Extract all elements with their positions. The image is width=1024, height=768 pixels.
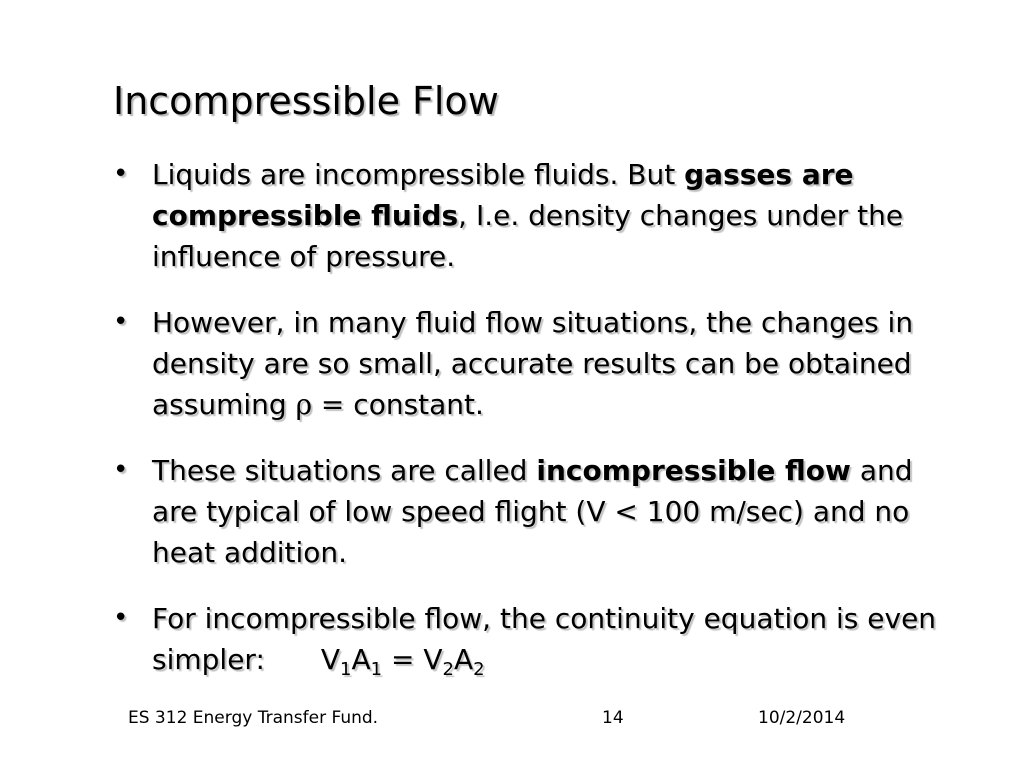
bullet-item (112, 302, 942, 425)
bullet-text: However, in many fluid flow situations, the changes in density are so small, accurate results can be obtained assuming (152, 306, 914, 421)
bullet-text: = constant. (312, 388, 484, 421)
continuity-equation: $V_1A_1 = V_2A_2$ (320, 643, 485, 680)
bullet-dot: • (113, 603, 129, 633)
bullet-text: These situations are called (152, 454, 537, 487)
bullet-item (112, 598, 942, 680)
bullet-dot: • (113, 159, 129, 189)
bullet-text: For incompressible flow, the continuity equation is even simpler: (152, 602, 937, 676)
bullet-item (112, 450, 942, 573)
bullet-list (112, 154, 942, 680)
rho-symbol: ρ (295, 388, 313, 421)
bullet-bold-text: incompressible flow (536, 454, 851, 487)
bullet-bold-text: gasses are compressible fluids (152, 158, 854, 232)
bullet-text: , I.e. density changes under the influence of pressure. (152, 199, 904, 273)
footer-course: ES 312 Energy Transfer Fund. (128, 708, 379, 728)
slide-title: Incompressible Flow (113, 79, 499, 123)
bullet-dot: • (113, 307, 129, 337)
bullet-text: Liquids are incompressible fluids. But (152, 158, 685, 191)
footer-date: 10/2/2014 (758, 708, 846, 728)
bullet-dot: • (113, 455, 129, 485)
bullet-item (112, 154, 942, 277)
bullet-text: and are typical of low speed flight (V < 100 m/sec) and no heat addition. (152, 454, 913, 569)
footer-page-number: 14 (602, 708, 624, 728)
